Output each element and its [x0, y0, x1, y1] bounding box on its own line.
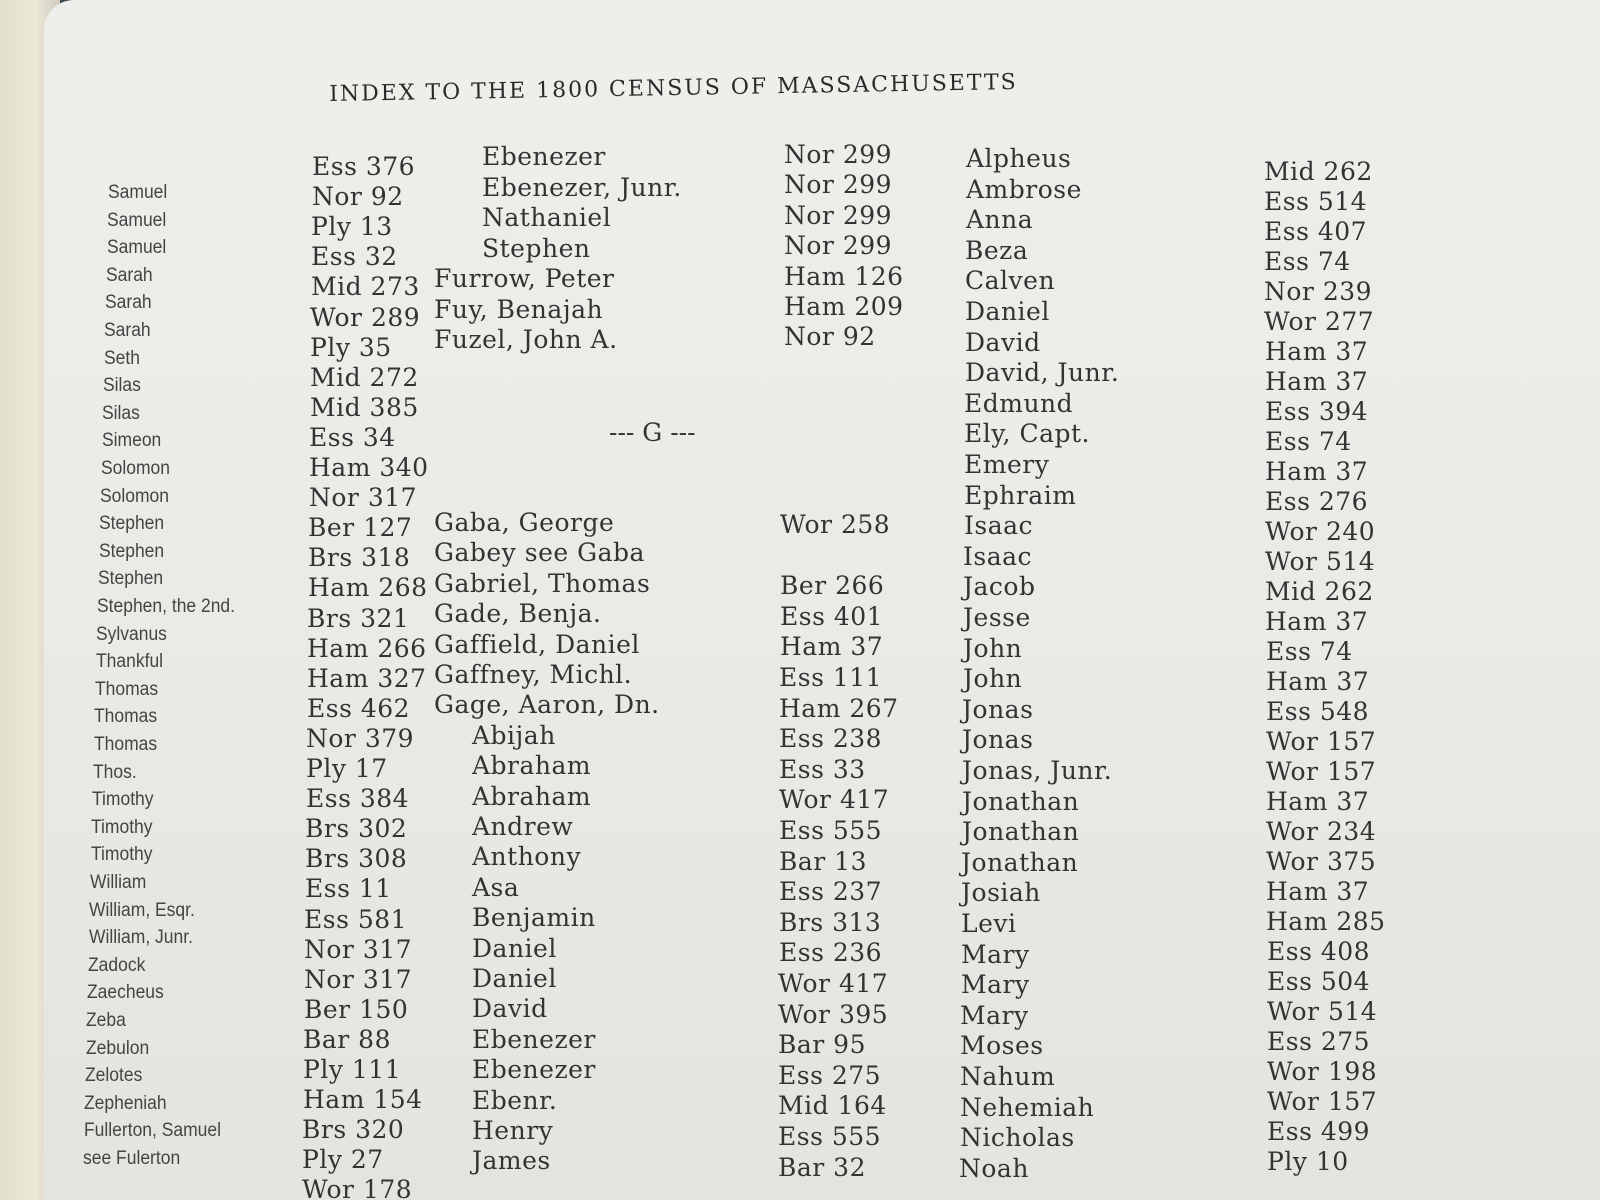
index-name: Stephen, the 2nd. — [97, 596, 236, 617]
index-entry: Gaba, George — [434, 508, 615, 537]
county-page-code: Ess 462 — [307, 693, 411, 723]
county-page-code: Ess 74 — [1266, 637, 1353, 666]
index-entry: Abraham — [472, 781, 592, 811]
county-page-code: Ber 127 — [308, 513, 413, 543]
index-name: Levi — [961, 909, 1017, 938]
index-name: Jesse — [963, 603, 1031, 632]
index-name: Samuel — [107, 237, 167, 259]
county-page-code: Wor 289 — [310, 302, 421, 332]
index-name: Jonathan — [962, 786, 1080, 816]
county-page-code: Ess 276 — [1265, 487, 1369, 516]
county-page-code: Ess 236 — [779, 938, 883, 968]
county-page-code: Brs 321 — [307, 603, 410, 633]
index-name: Zaecheus — [87, 982, 164, 1004]
index-name: John — [963, 664, 1023, 694]
index-entry: Ebenezer — [482, 142, 606, 171]
index-name: Stephen — [99, 513, 165, 535]
index-entry: Fuy, Benajah — [434, 294, 604, 324]
county-page-code: Mid 262 — [1264, 157, 1373, 186]
index-name: William, Esqr. — [89, 899, 195, 921]
county-page-code: Ess 237 — [779, 877, 883, 907]
index-name: William — [90, 872, 147, 893]
index-name: Stephen — [98, 568, 164, 590]
county-page-code: Brs 308 — [305, 844, 408, 874]
index-name: Jonas — [962, 725, 1034, 755]
county-page-code: Bar 32 — [778, 1152, 866, 1182]
county-page-code: Ply 35 — [310, 332, 392, 362]
county-page-code: Ber 150 — [304, 994, 409, 1024]
index-name: Sylvanus — [96, 623, 167, 645]
index-name: David, Junr. — [965, 358, 1120, 388]
index-name: Emery — [964, 450, 1050, 479]
section-divider-g: --- G --- — [609, 418, 696, 447]
index-name: Solomon — [101, 458, 170, 479]
county-page-code: Ess 555 — [779, 816, 883, 845]
index-name: Silas — [103, 375, 141, 397]
county-page-code: Ess 407 — [1264, 217, 1368, 246]
county-page-code: Wor 178 — [302, 1175, 413, 1200]
county-page-code: Mid 385 — [310, 392, 419, 422]
index-name: Jonathan — [962, 817, 1080, 847]
index-entry: Daniel — [472, 964, 557, 993]
county-page-code: Wor 375 — [1266, 847, 1377, 876]
index-entry: Gage, Aaron, Dn. — [434, 690, 660, 720]
county-page-code: Wor 258 — [780, 510, 891, 539]
index-name: Calven — [965, 266, 1056, 296]
county-page-code: Ham 37 — [1266, 787, 1370, 816]
county-page-code: Ess 581 — [304, 904, 408, 934]
index-name: Timothy — [91, 844, 153, 866]
county-page-code: Ham 37 — [1265, 367, 1369, 396]
index-entry: Ebenezer, Junr. — [482, 172, 682, 202]
county-page-code: Nor 239 — [1264, 277, 1373, 306]
county-page-code: Ess 401 — [780, 601, 884, 631]
county-page-code: Ess 34 — [309, 422, 396, 452]
index-entry: Ebenezer — [472, 1024, 596, 1054]
county-page-code: Ham 37 — [1265, 607, 1369, 636]
county-page-code: Ham 267 — [779, 693, 899, 723]
county-page-code: Wor 514 — [1267, 997, 1378, 1026]
index-name: Zepheniah — [84, 1092, 167, 1114]
county-page-code: Mid 272 — [310, 362, 419, 392]
index-name: Ely, Capt. — [964, 419, 1090, 449]
county-page-code: Ber 266 — [780, 571, 885, 601]
county-page-code: Nor 299 — [784, 231, 893, 261]
county-page-code: Bar 95 — [778, 1030, 866, 1060]
page-title: INDEX TO THE 1800 CENSUS OF MASSACHUSETTS — [329, 69, 1018, 107]
county-page-code: Ham 266 — [307, 633, 427, 663]
index-name: Mary — [960, 1000, 1029, 1030]
index-name: Thomas — [94, 706, 158, 728]
county-page-code: Wor 240 — [1265, 517, 1376, 546]
index-name: Thos. — [93, 761, 137, 783]
index-name: Beza — [965, 235, 1029, 265]
county-page-code: Ess 376 — [312, 152, 416, 181]
county-page-code: Ess 514 — [1264, 187, 1368, 216]
index-name: Zadock — [88, 954, 146, 976]
county-page-code: Ess 74 — [1265, 427, 1352, 456]
county-page-code: Brs 320 — [302, 1115, 405, 1145]
index-entry: Furrow, Peter — [434, 264, 615, 293]
index-name: John — [963, 633, 1023, 663]
index-name: Samuel — [108, 182, 168, 203]
index-name: Sarah — [104, 320, 151, 341]
index-name: Sarah — [106, 264, 153, 286]
index-name: Seth — [104, 347, 140, 369]
index-entry: David — [472, 994, 548, 1024]
index-name: Isaac — [963, 541, 1033, 571]
index-entry: Gaffney, Michl. — [434, 660, 633, 689]
index-name: Thomas — [95, 678, 159, 700]
index-name: Jonathan — [961, 847, 1079, 877]
county-page-code: Ess 499 — [1267, 1117, 1371, 1146]
index-entry: Gaffield, Daniel — [434, 629, 640, 659]
index-name: Thankful — [96, 651, 164, 673]
index-name: Jacob — [963, 572, 1036, 602]
county-page-code: Wor 417 — [779, 785, 890, 815]
index-entry: Ebenr. — [472, 1085, 558, 1115]
index-name: Jonas, Junr. — [962, 756, 1113, 785]
index-name: Silas — [102, 402, 140, 424]
index-name: Mary — [961, 939, 1030, 969]
county-page-code: Ply 13 — [311, 212, 393, 242]
index-entry: Benjamin — [472, 903, 596, 933]
county-page-code: Wor 277 — [1264, 307, 1375, 336]
county-page-code: Mid 262 — [1265, 577, 1374, 606]
book-page — [44, 0, 1600, 1200]
index-name: Samuel — [107, 209, 167, 231]
index-name: Noah — [959, 1153, 1029, 1183]
index-entry: Fuzel, John A. — [434, 325, 618, 354]
index-name: Josiah — [961, 878, 1041, 908]
county-page-code: Nor 299 — [784, 170, 893, 200]
index-name: Ephraim — [964, 480, 1077, 510]
county-page-code: Ess 11 — [305, 874, 392, 904]
county-page-code: Nor 317 — [304, 934, 413, 964]
index-name: Alpheus — [966, 144, 1072, 173]
index-name: Thomas — [94, 734, 158, 755]
county-page-code: Ess 111 — [779, 663, 883, 692]
index-entry: Henry — [472, 1116, 554, 1145]
county-page-code: Wor 157 — [1267, 1087, 1378, 1116]
county-page-code: Ham 154 — [303, 1085, 423, 1115]
index-name: Nicholas — [960, 1123, 1075, 1153]
county-page-code: Ess 275 — [1267, 1027, 1371, 1056]
county-page-code: Ess 504 — [1267, 967, 1371, 996]
index-name: Simeon — [102, 430, 162, 452]
county-page-code: Wor 514 — [1265, 547, 1376, 576]
county-page-code: Brs 313 — [779, 907, 882, 937]
county-page-code: Ply 111 — [303, 1055, 402, 1084]
county-page-code: Wor 395 — [778, 999, 889, 1029]
county-page-code: Mid 273 — [311, 272, 420, 302]
county-page-code: Brs 302 — [305, 814, 408, 844]
index-entry: Abraham — [472, 751, 592, 781]
county-page-code: Ess 384 — [306, 784, 410, 814]
county-page-code: Ham 37 — [1266, 667, 1370, 696]
county-page-code: Ham 340 — [309, 453, 429, 482]
index-name: Edmund — [964, 388, 1074, 418]
index-name: Nehemiah — [960, 1092, 1095, 1122]
county-page-code: Wor 198 — [1267, 1057, 1378, 1086]
index-name: William, Junr. — [89, 927, 193, 949]
index-name: Anna — [966, 205, 1034, 235]
county-page-code: Ess 555 — [778, 1122, 882, 1151]
county-page-code: Nor 299 — [784, 200, 893, 230]
county-page-code: Ham 37 — [1265, 337, 1369, 366]
county-page-code: Wor 157 — [1266, 757, 1377, 786]
county-page-code: Ess 238 — [779, 724, 883, 754]
index-name: Fullerton, Samuel — [84, 1120, 221, 1142]
index-name: Daniel — [965, 297, 1050, 326]
index-name: Ambrose — [966, 174, 1082, 204]
index-name: Zebulon — [86, 1037, 150, 1059]
county-page-code: Ham 37 — [1266, 877, 1370, 906]
county-page-code: Nor 379 — [306, 723, 415, 753]
county-page-code: Ess 33 — [779, 754, 866, 784]
county-page-code: Nor 317 — [304, 964, 413, 994]
county-page-code: Mid 164 — [778, 1091, 887, 1121]
county-page-code: Ham 126 — [784, 261, 904, 291]
county-page-code: Ess 74 — [1264, 247, 1351, 276]
county-page-code: Ham 285 — [1266, 907, 1386, 936]
index-name: Timothy — [91, 816, 153, 838]
index-entry: Gabriel, Thomas — [434, 568, 651, 598]
county-page-code: Ess 408 — [1267, 937, 1371, 966]
county-page-code: Ply 17 — [306, 754, 388, 783]
index-name: Sarah — [105, 292, 152, 314]
index-entry: Gabey see Gaba — [434, 538, 645, 568]
county-page-code: Ham 37 — [1265, 457, 1369, 486]
county-page-code: Ess 275 — [778, 1060, 882, 1090]
index-entry: Andrew — [472, 812, 574, 841]
county-page-code: Ply 10 — [1267, 1147, 1349, 1176]
county-page-code: Ham 327 — [307, 663, 427, 693]
index-name: Zelotes — [85, 1065, 143, 1087]
index-name: Mary — [961, 970, 1030, 1000]
index-entry: Gade, Benja. — [434, 599, 602, 629]
index-entry: Stephen — [482, 233, 591, 263]
county-page-code: Ess 32 — [311, 242, 398, 272]
county-page-code: Nor 92 — [784, 322, 876, 352]
county-page-code: Ess 394 — [1265, 397, 1369, 426]
index-name: Nahum — [960, 1062, 1056, 1091]
index-name: Moses — [960, 1031, 1044, 1061]
index-entry: Daniel — [472, 933, 557, 963]
county-page-code: Wor 417 — [778, 969, 889, 998]
county-page-code: Ess 548 — [1266, 697, 1370, 726]
county-page-code: Ham 37 — [780, 632, 884, 662]
index-name: Timothy — [92, 789, 154, 811]
index-name: Stephen — [99, 540, 165, 562]
index-name: Isaac — [964, 511, 1034, 541]
index-entry: Anthony — [472, 842, 582, 872]
county-page-code: Ham 268 — [308, 573, 428, 603]
index-name: Zeba — [86, 1010, 126, 1031]
county-page-code: Nor 317 — [309, 483, 418, 513]
index-entry: James — [472, 1146, 551, 1176]
index-name: see Fulerton — [83, 1148, 181, 1169]
county-page-code: Bar 13 — [779, 846, 867, 876]
county-page-code: Ham 209 — [784, 292, 904, 321]
index-name: Jonas — [962, 694, 1034, 724]
county-page-code: Nor 299 — [784, 140, 893, 169]
index-name: David — [965, 327, 1041, 357]
index-entry: Abijah — [472, 720, 556, 750]
county-page-code: Nor 92 — [312, 182, 404, 212]
index-entry: Asa — [472, 872, 520, 902]
county-page-code: Wor 157 — [1266, 727, 1377, 756]
county-page-code: Bar 88 — [303, 1024, 391, 1054]
index-entry: Ebenezer — [472, 1055, 596, 1085]
county-page-code: Brs 318 — [308, 543, 411, 573]
index-name: Solomon — [100, 485, 169, 507]
county-page-code: Wor 234 — [1266, 817, 1377, 846]
county-page-code: Ply 27 — [302, 1145, 384, 1175]
index-entry: Nathaniel — [482, 203, 612, 232]
